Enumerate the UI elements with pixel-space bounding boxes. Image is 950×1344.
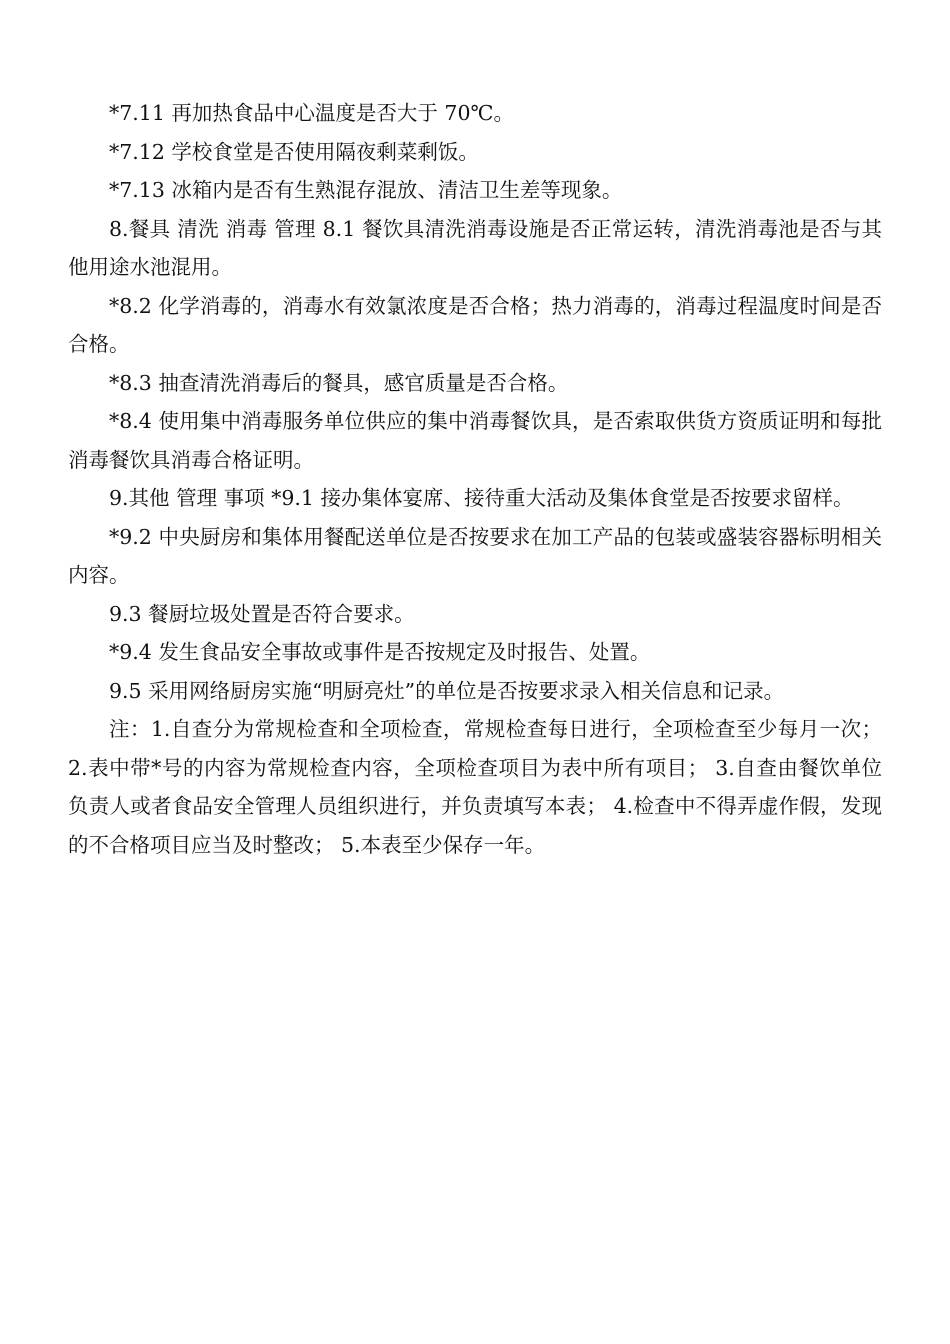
paragraph-9-5: 9.5 采用网络厨房实施“明厨亮灶”的单位是否按要求录入相关信息和记录。 [109, 678, 785, 703]
paragraph-9-4: *9.4 发生食品安全事故或事件是否按规定及时报告、处置。 [109, 640, 651, 664]
document-body [68, 94, 882, 864]
paragraph-8-3: *8.3 抽查清洗消毒后的餐具，感官质量是否合格。 [109, 370, 569, 395]
paragraph-9-2: *9.2 中央厨房和集体用餐配送单位是否按要求在加工产品的包装或盛装容器标明相关内容。 [68, 524, 882, 587]
paragraph-8-4: *8.4 使用集中消毒服务单位供应的集中消毒餐饮具，是否索取供货方资质证明和每批消毒餐饮具消毒合格证明。 [68, 409, 882, 472]
paragraph-8-2: *8.2 化学消毒的，消毒水有效氯浓度是否合格；热力消毒的，消毒过程温度时间是否合格。 [68, 293, 882, 356]
paragraph-8-1: 8.餐具 清洗 消毒 管理 8.1 餐饮具清洗消毒设施是否正常运转，清洗消毒池是否与其他用途水池混用。 [68, 216, 882, 279]
paragraph-7-13: *7.13 冰箱内是否有生熟混存混放、清洁卫生差等现象。 [109, 178, 623, 202]
paragraph-7-12: *7.12 学校食堂是否使用隔夜剩菜剩饭。 [109, 139, 479, 164]
notes-paragraph: 注：1.自查分为常规检查和全项检查，常规检查每日进行，全项检查至少每月一次； 2.表中带*号的内容为常规检查内容，全项检查项目为表中所有项目； 3.自查由餐饮单位负责人或者食品安全管理人员组织进行，并负责填写本表； 4.检查中不得弄虚作假，发现的不合格项目应当及时整改； 5.本表至少保存一年。 [68, 717, 882, 857]
paragraph-9-1: 9.其他 管理 事项 *9.1 接办集体宴席、接待重大活动及集体食堂是否按要求留样。 [109, 486, 854, 510]
paragraph-7-11: *7.11 再加热食品中心温度是否大于 70℃。 [109, 101, 514, 125]
paragraph-9-3: 9.3 餐厨垃圾处置是否符合要求。 [109, 601, 415, 626]
